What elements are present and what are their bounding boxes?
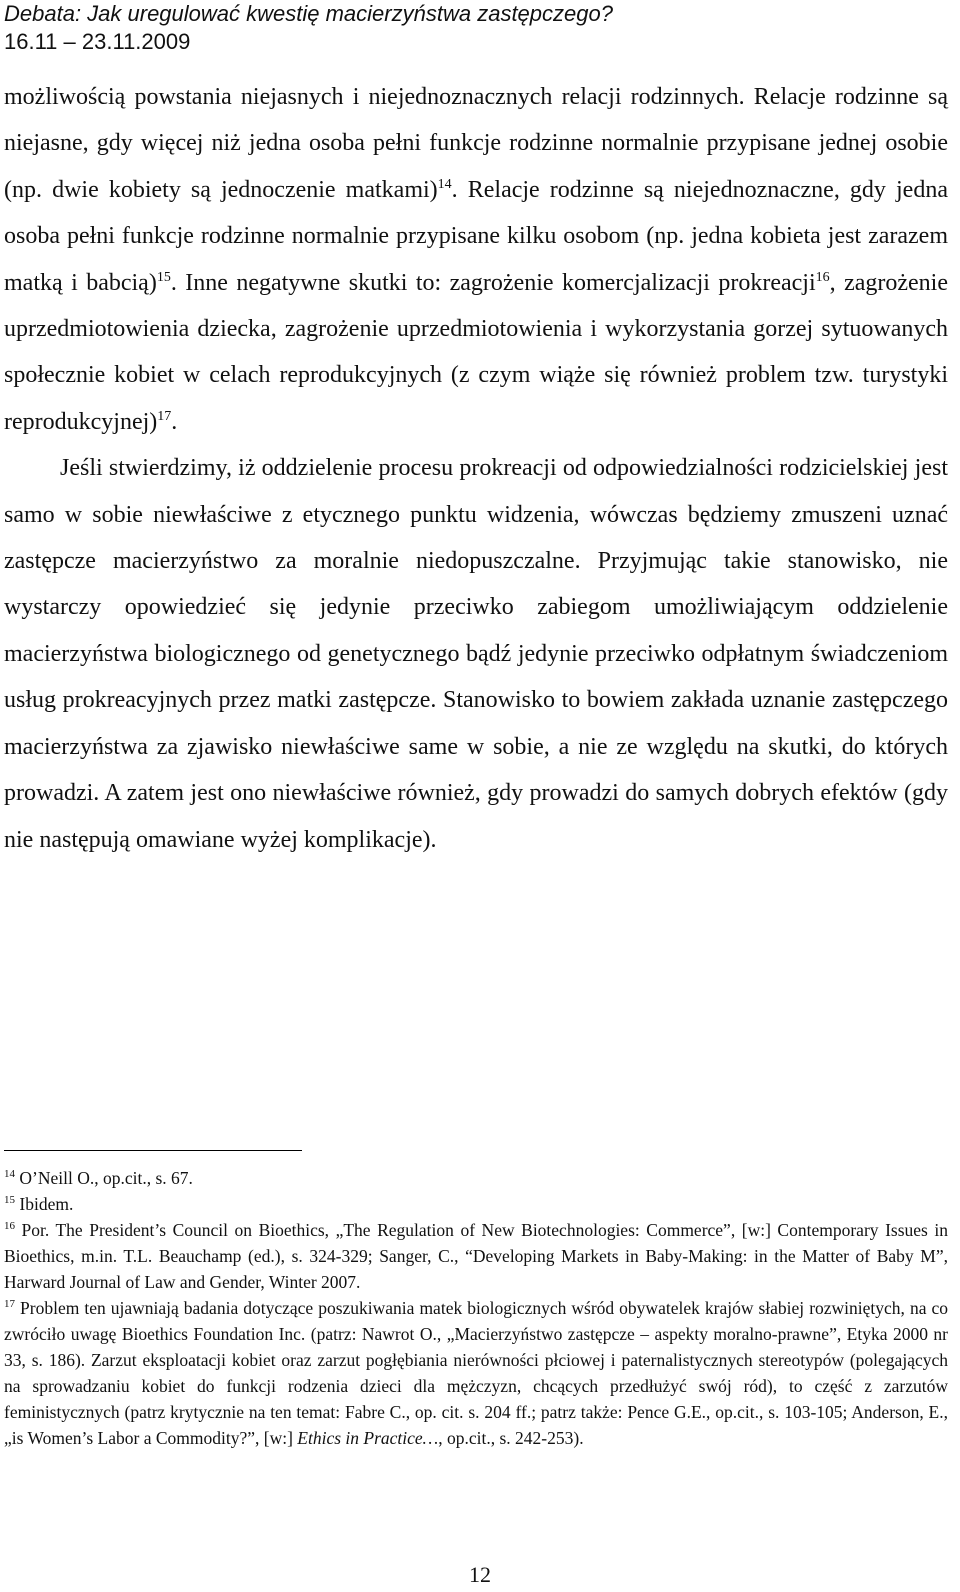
header-dates: 16.11 – 23.11.2009: [4, 29, 191, 54]
footnote-ref-17[interactable]: 17: [157, 408, 172, 424]
footnote-ref-15[interactable]: 15: [156, 269, 171, 285]
footnote-text: Problem ten ujawniają badania dotyczące poszukiwania matek biologicznych wśród obywatelek krajów słabiej rozwiniętych, na co zwróciło uwagę Bioethics Foundation Inc. (patrz: Nawrot O., „Macierzyństwo zastępcze – aspekty moralno-prawne”, Etyka 2000 nr 33, s. 186). Zarzut eksploatacji kobiet oraz zarzut pogłębiania nierówności płciowej i paternalistycznych stereotypów (polegających na sprowadzaniu kobiet do funkcji rodzenia dzieci dla mężczyzn, chcących przedłużyć swój ród), to część z zarzutów feministycznych (patrz krytycznie na ten temat: Fabre C., op. cit. s. 204 ff.; patrz także: Pence G.E., op.cit., s. 103-105; Anderson, E., „is Women’s Labor a Commodity?”, [w:]: [4, 1298, 948, 1448]
page-header: [4, 0, 613, 56]
footnote-text: O’Neill O., op.cit., s. 67.: [15, 1168, 193, 1188]
footnote-number: 16: [4, 1220, 15, 1233]
footnotes: [4, 1165, 948, 1451]
footnote-text: Ibidem.: [15, 1194, 74, 1214]
page-number: 12: [469, 1562, 491, 1587]
main-text: [4, 74, 948, 863]
footnote-italic-title: Ethics in Practice…: [297, 1428, 439, 1448]
footnote-text: , op.cit., s. 242-253).: [438, 1428, 584, 1448]
footnote-separator: [4, 1150, 302, 1151]
header-title: Debata: Jak uregulować kwestię macierzyństwa zastępczego?: [4, 1, 613, 26]
footnote-number: 17: [4, 1298, 15, 1311]
footnote-number: 15: [4, 1194, 15, 1207]
paragraph-1: [4, 74, 948, 445]
paragraph-1-text: . Relacje rodzinne są niejednoznaczne, gdy jedna osoba pełni funkcje rodzinne normalnie przypisane kilku osobom (np. jedna kobieta jest zarazem matką i babcią): [4, 176, 948, 296]
footnote-ref-16[interactable]: 16: [815, 269, 830, 285]
paragraph-1-text: . Inne negatywne skutki to: zagrożenie komercjalizacji prokreacji: [170, 269, 816, 296]
footnote-14: [4, 1165, 948, 1191]
paragraph-1-text: możliwością powstania niejasnych i niejednoznacznych relacji rodzinnych. Relacje rodzinne są niejasne, gdy więcej niż jedna osoba pełni funkcje rodzinne normalnie przypisane jednej osobie (np. dwie kobiety są jednoczenie matkami): [4, 84, 948, 203]
footnote-16: [4, 1217, 948, 1295]
footnote-text: Por. The President’s Council on Bioethics, „The Regulation of New Biotechnologies: Commerce”, [w:] Contemporary Issues in Bioethics, m.in. T.L. Beauchamp (ed.), s. 324-329; Sanger, C., “Developing Markets in Baby-Making: in the Matter of Baby M”, Harward Journal of Law and Gender, Winter 2007.: [4, 1220, 948, 1292]
footnote-number: 14: [4, 1168, 15, 1181]
footnote-ref-14[interactable]: 14: [437, 176, 452, 192]
paragraph-1-text: .: [171, 408, 178, 435]
footnote-15: [4, 1191, 948, 1217]
footnote-17: [4, 1295, 948, 1451]
paragraph-1-text: , zagrożenie uprzedmiotowienia dziecka, zagrożenie uprzedmiotowienia i wykorzystania gorzej sytuowanych społecznie kobiet w celach reprodukcyjnych (z czym wiąże się również problem tzw. turystyki reprodukcyjnej): [4, 269, 948, 435]
paragraph-2: Jeśli stwierdzimy, iż oddzielenie procesu prokreacji od odpowiedzialności rodzicielskiej jest samo w sobie niewłaściwe z etycznego punktu widzenia, wówczas będziemy zmuszeni uznać zastępcze macierzyństwo za moralnie niedopuszczalne. Przyjmując takie stanowisko, nie wystarczy opowiedzieć się jedynie przeciwko zabiegom umożliwiającym oddzielenie macierzyństwa biologicznego od genetycznego bądź jedynie przeciwko odpłatnym świadczeniom usług prokreacyjnych przez matki zastępcze. Stanowisko to bowiem zakłada uznanie zastępczego macierzyństwa za zjawisko niewłaściwe same w sobie, a nie ze względu na skutki, do których prowadzi. A zatem jest ono niewłaściwe również, gdy prowadzi do samych dobrych efektów (gdy nie następują omawiane wyżej komplikacje).: [4, 455, 948, 853]
